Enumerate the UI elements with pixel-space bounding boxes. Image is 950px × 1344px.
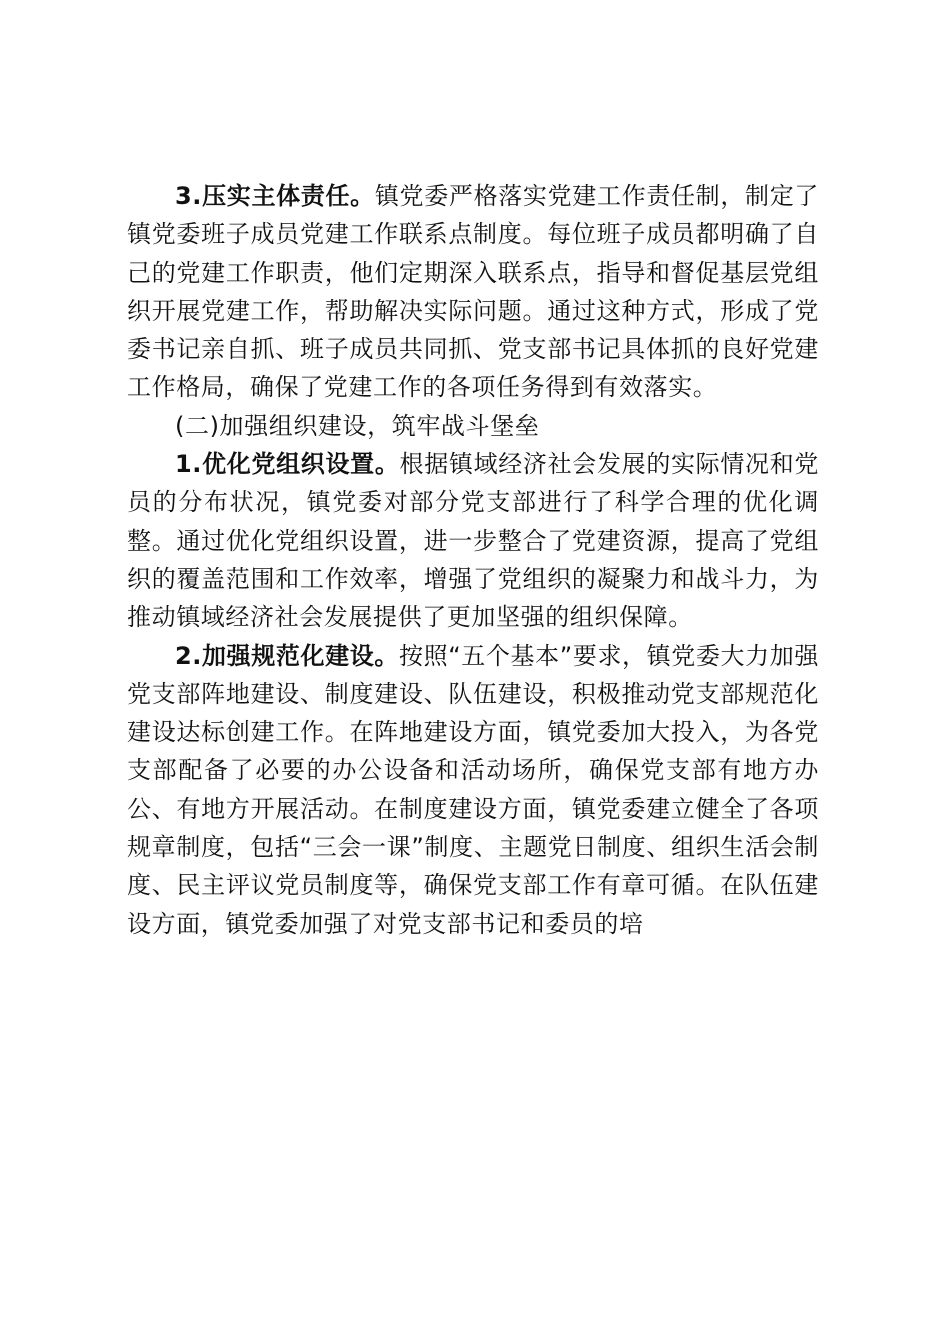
paragraph-text: 根据镇域经济社会发展的实际情况和党员的分布状况，镇党委对部分党支部进行了科学合理的优化调整。通过优化党组织设置，进一步整合了党建资源，提高了党组织的覆盖范围和工作效率，增强了党组织的凝聚力和战斗力，为推动镇域经济社会发展提供了更加坚强的组织保障。 xyxy=(127,450,819,632)
document-body xyxy=(127,177,819,943)
paragraph-lead: 2.加强规范化建设。 xyxy=(175,641,399,670)
paragraph-standardization xyxy=(127,637,819,943)
paragraph-lead: 3.压实主体责任。 xyxy=(175,182,375,210)
paragraph-responsibility xyxy=(127,177,819,407)
paragraph-text: 镇党委严格落实党建工作责任制，制定了镇党委班子成员党建工作联系点制度。每位班子成员都明确了自己的党建工作职责，他们定期深入联系点，指导和督促基层党组织开展党建工作，帮助解决实际问题。通过这种方式，形成了党委书记亲自抓、班子成员共同抓、党支部书记具体抓的良好党建工作格局，确保了党建工作的各项任务得到有效落实。 xyxy=(127,182,819,402)
paragraph-optimize-organization xyxy=(127,445,819,636)
paragraph-lead: 1.优化党组织设置。 xyxy=(175,450,400,479)
paragraph-text: 按照“五个基本”要求，镇党委大力加强党支部阵地建设、制度建设、队伍建设，积极推动党支部规范化建设达标创建工作。在阵地建设方面，镇党委加大投入，为各党支部配备了必要的办公设备和活动场所，确保党支部有地方办公、有地方开展活动。在制度建设方面，镇党委建立健全了各项规章制度，包括“三会一课”制度、主题党日制度、组织生活会制度、民主评议党员制度等，确保党支部工作有章可循。在队伍建设方面，镇党委加强了对党支部书记和委员的培 xyxy=(127,641,819,938)
section-heading: (二)加强组织建设，筑牢战斗堡垒 xyxy=(175,411,540,440)
